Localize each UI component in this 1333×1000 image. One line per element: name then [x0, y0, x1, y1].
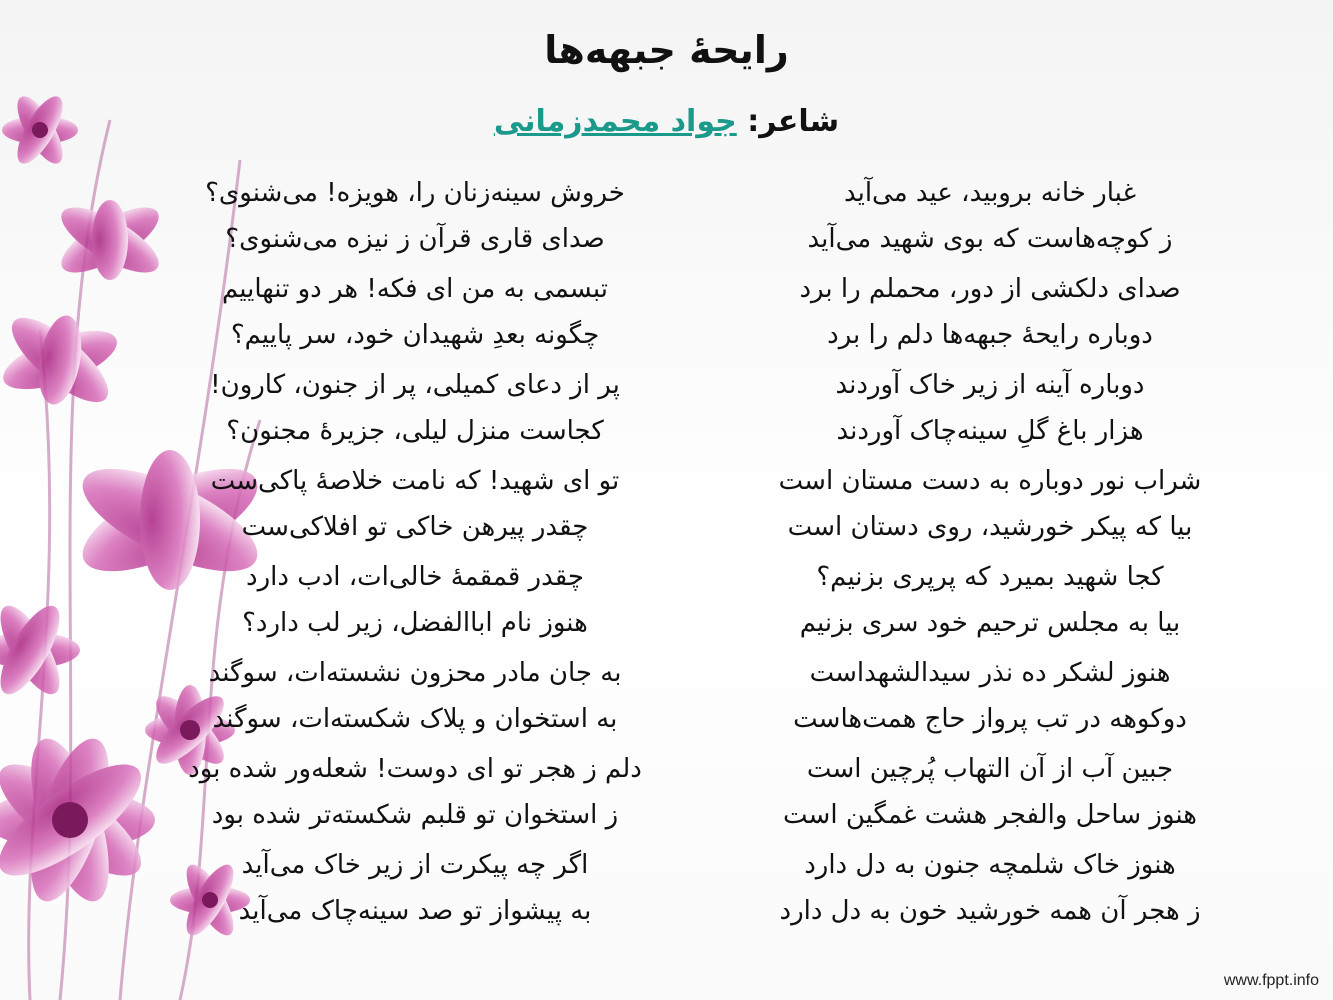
- verse-line: غبار خانه بروبید، عید می‌آید: [843, 178, 1137, 208]
- stanza: [740, 170, 1240, 262]
- verse-line: ز هجر آن همه خورشید خون به دل دارد: [779, 896, 1201, 926]
- verse-line: هنوز خاک شلمچه جنون به دل دارد: [804, 850, 1176, 880]
- stanza: [740, 842, 1240, 934]
- slide-title: رایحهٔ جبهه‌ها: [544, 28, 789, 72]
- verse-line: تبسمی به من ای فکه! هر دو تنهاییم: [221, 274, 608, 304]
- verse-line: چگونه بعدِ شهیدان خود، سر پاییم؟: [230, 320, 600, 350]
- verse-line: دوباره آینه از زیر خاک آوردند: [835, 370, 1145, 400]
- verse-line: دوباره رایحهٔ جبهه‌ها دلم را برد: [827, 320, 1153, 350]
- poet-name-link[interactable]: جواد محمدزمانی: [493, 104, 737, 139]
- stanza: [165, 170, 665, 262]
- verse-line: صدای قاری قرآن ز نیزه می‌شنوی؟: [225, 224, 605, 254]
- verse-line: جبین آب از آن التهاب پُرچین است: [806, 754, 1174, 784]
- stanza: [165, 842, 665, 934]
- verse-line: هنوز لشکر ده نذر سیدالشهداست: [809, 658, 1171, 688]
- stanza: [740, 554, 1240, 646]
- poet-line: [0, 104, 1333, 139]
- stanza: [740, 746, 1240, 838]
- verse-line: کجاست منزل لیلی، جزیرهٔ مجنون؟: [226, 416, 604, 446]
- verse-line: چقدر قمقمهٔ خالی‌ات، ادب دارد: [246, 562, 584, 592]
- verse-line: هنوز نام اباالفضل، زیر لب دارد؟: [242, 608, 588, 638]
- verse-line: پر از دعای کمیلی، پر از جنون، کارون!: [210, 370, 620, 400]
- verse-line: ز کوچه‌هاست که بوی شهید می‌آید: [807, 224, 1173, 254]
- stanza: [165, 554, 665, 646]
- verse-line: اگر چه پیکرت از زیر خاک می‌آید: [241, 850, 589, 880]
- verse-line: صدای دلکشی از دور، محملم را برد: [799, 274, 1181, 304]
- verse-line: به استخوان و پلاک شکسته‌ات، سوگند: [212, 704, 618, 734]
- poem-column-right: [740, 170, 1240, 938]
- verse-line: دوکوهه در تب پرواز حاج همت‌هاست: [793, 704, 1187, 734]
- poet-label: شاعر:: [747, 104, 840, 139]
- stanza: [165, 650, 665, 742]
- verse-line: چقدر پیرهن خاکی تو افلاکی‌ست: [241, 512, 589, 542]
- stanza: [165, 266, 665, 358]
- verse-line: هزار باغ گلِ سینه‌چاک آوردند: [836, 416, 1144, 446]
- verse-line: به پیشواز تو صد سینه‌چاک می‌آید: [238, 896, 592, 926]
- watermark: www.fppt.info: [1223, 972, 1319, 989]
- verse-line: بیا به مجلس ترحیم خود سری بزنیم: [799, 608, 1181, 638]
- verse-line: بیا که پیکر خورشید، روی دستان است: [787, 512, 1193, 542]
- verse-line: دلم ز هجر تو ای دوست! شعله‌ور شده بود: [188, 754, 642, 784]
- stanza: [740, 458, 1240, 550]
- verse-line: شراب نور دوباره به دست مستان است: [778, 466, 1202, 496]
- stanza: [165, 746, 665, 838]
- verse-line: ز استخوان تو قلبم شکسته‌تر شده بود: [211, 800, 619, 830]
- verse-line: تو ای شهید! که نامت خلاصهٔ پاکی‌ست: [210, 466, 620, 496]
- poem-column-left: [165, 170, 665, 938]
- verse-line: هنوز ساحل والفجر هشت غمگین است: [783, 800, 1197, 830]
- verse-line: کجا شهید بمیرد که پرپری بزنیم؟: [816, 562, 1164, 592]
- stanza: [165, 458, 665, 550]
- verse-line: به جان مادر محزون نشسته‌ات، سوگند: [208, 658, 622, 688]
- stanza: [740, 266, 1240, 358]
- verse-line: خروش سینه‌زنان را، هویزه! می‌شنوی؟: [205, 178, 625, 208]
- stanza: [740, 362, 1240, 454]
- stanza: [740, 650, 1240, 742]
- stanza: [165, 362, 665, 454]
